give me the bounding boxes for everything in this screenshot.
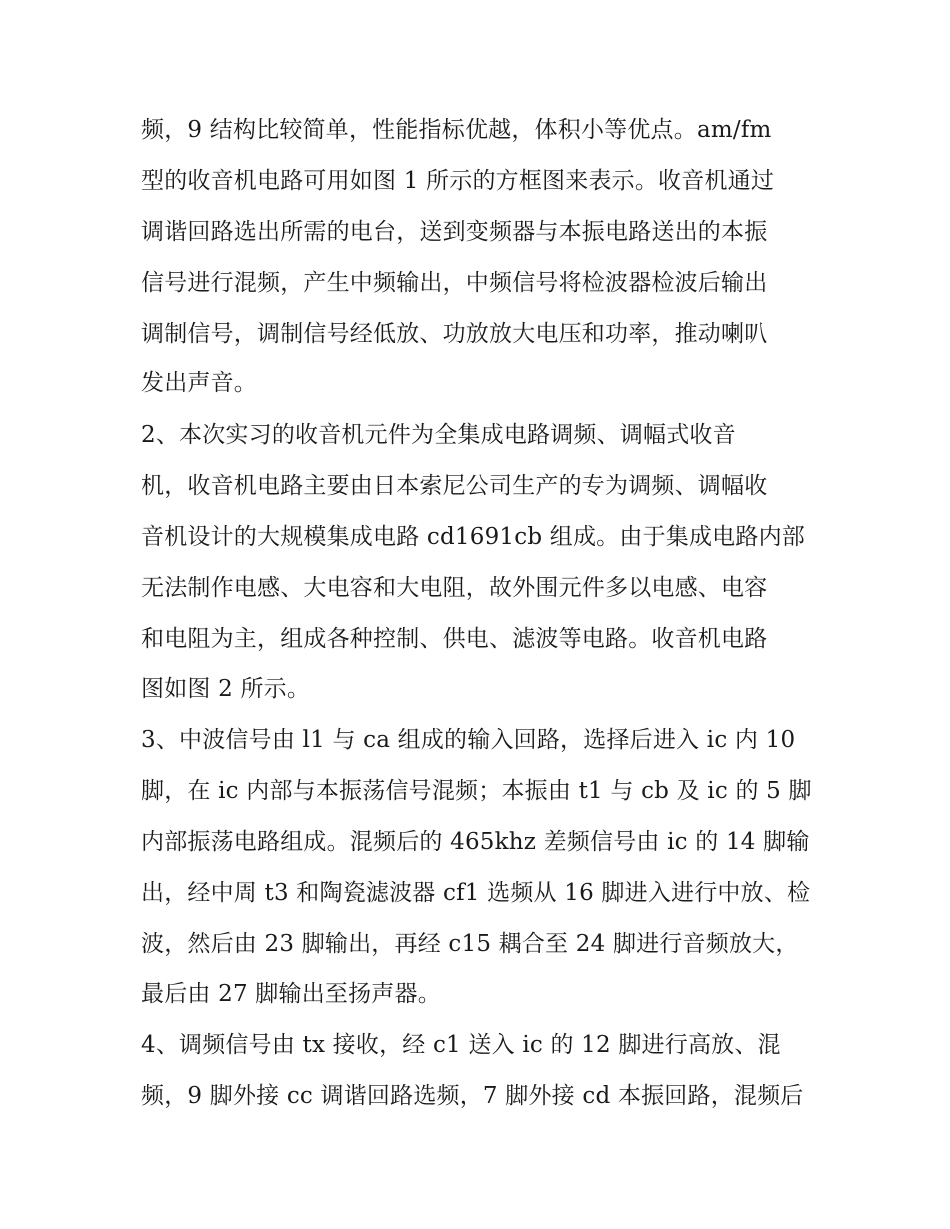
text-line: 无法制作电感、大电容和大电阻，故外围元件多以电感、电容 <box>141 575 768 601</box>
paragraph-3-line: 3、中波信号由 l1 与 ca 组成的输入回路，选择后进入 ic 内 10 <box>141 727 796 753</box>
paragraph-2-line: 2、本次实习的收音机元件为全集成电路调频、调幅式收音 <box>141 422 736 448</box>
text-line: 内部振荡电路组成。混频后的 465khz 差频信号由 ic 的 14 脚输 <box>141 829 810 855</box>
text-line: 最后由 27 脚输出至扬声器。 <box>141 981 441 1007</box>
text-line: 信号进行混频，产生中频输出，中频信号将检波器检波后输出 <box>141 270 768 296</box>
text-line: 机，收音机电路主要由日本索尼公司生产的专为调频、调幅收 <box>141 473 768 499</box>
text-line: 波，然后由 23 脚输出，再经 c15 耦合至 24 脚进行音频放大， <box>141 931 799 957</box>
text-line: 型的收音机电路可用如图 1 所示的方框图来表示。收音机通过 <box>141 168 775 194</box>
text-line: 发出声音。 <box>141 370 257 396</box>
paragraph-4-line: 4、调频信号由 tx 接收，经 c1 送入 ic 的 12 脚进行高放、混 <box>141 1032 781 1058</box>
text-line: 出，经中周 t3 和陶瓷滤波器 cf1 选频从 16 脚进入进行中放、检 <box>141 880 811 906</box>
text-line: 图如图 2 所示。 <box>141 676 311 702</box>
text-line: 调制信号，调制信号经低放、功放放大电压和功率，推动喇叭 <box>141 321 768 347</box>
text-line: 调谐回路选出所需的电台，送到变频器与本振电路送出的本振 <box>141 219 768 245</box>
text-line: 音机设计的大规模集成电路 cd1691cb 组成。由于集成电路内部 <box>141 524 805 550</box>
text-line: 和电阻为主，组成各种控制、供电、滤波等电路。收音机电路 <box>141 626 768 652</box>
text-line: 频，9 脚外接 cc 调谐回路选频，7 脚外接 cd 本振回路，混频后 <box>141 1083 804 1109</box>
text-line: 脚，在 ic 内部与本振荡信号混频；本振由 t1 与 cb 及 ic 的 5 脚 <box>141 778 812 804</box>
text-line: 频，9 结构比较简单，性能指标优越，体积小等优点。am/fm <box>141 117 772 143</box>
